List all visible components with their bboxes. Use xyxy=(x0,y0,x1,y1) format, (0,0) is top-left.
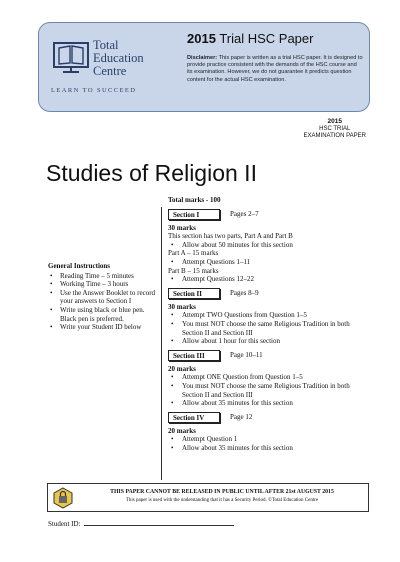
paper-title-year: 2015 xyxy=(187,31,216,46)
disclaimer-text: This paper is written as a trial HSC paper. It is designed to provide practice consistent with the demands of the HSC course and its examination. However, we do not guarantee it predicts question content for the actual HSC examination. xyxy=(187,55,363,83)
security-notice-text: This paper is used with the understanding that it has a Security Period. ©Total Education Centre xyxy=(125,498,319,503)
logo-line-2: Education xyxy=(93,51,144,65)
section-4-marks: 20 marks xyxy=(168,426,196,435)
logo-line-3: Centre xyxy=(93,64,127,78)
paper-title-text: Trial HSC Paper xyxy=(219,31,314,46)
student-id-field xyxy=(48,520,234,528)
security-notice-title: THIS PAPER CANNOT BE RELEASED IN PUBLIC UNTIL AFTER 21st AUGUST 2015 xyxy=(110,489,334,495)
section-3-bullet: • You must NOT choose the same Religious Tradition in both Section II and Section III xyxy=(168,382,368,399)
instruction-item: • Working Time – 3 hours xyxy=(48,280,160,289)
total-marks: Total marks - 100 xyxy=(168,196,221,204)
section-4-bullet: • Allow about 35 minutes for this section xyxy=(168,444,368,453)
exam-tag-year: 2015 xyxy=(327,118,342,125)
section-2-bullets xyxy=(168,311,368,345)
student-id-label: Student ID: xyxy=(48,520,81,528)
section-3-marks: 20 marks xyxy=(168,364,196,373)
disclaimer-label: Disclaimer: xyxy=(187,55,218,61)
section-2-marks: 30 marks xyxy=(168,302,196,311)
instruction-item: • Reading Time – 5 minutes xyxy=(48,272,160,281)
section-1-part-b: Part B – 15 marks xyxy=(168,266,219,275)
column-divider xyxy=(161,207,162,480)
section-1-part-a-bullet: • Attempt Questions 1–11 xyxy=(168,258,368,267)
book-monitor-icon xyxy=(53,41,89,75)
section-4-bullets xyxy=(168,435,368,452)
logo xyxy=(49,35,179,107)
instruction-item: • Write using black or blue pen. Black pen is preferred. xyxy=(48,306,160,323)
section-1-part-a: Part A – 15 marks xyxy=(168,249,219,258)
section-2-bullet: • You must NOT choose the same Religious Tradition in both Section II and Section III xyxy=(168,320,368,337)
section-2-header xyxy=(168,288,368,299)
logo-line-1: Total xyxy=(93,38,119,52)
section-2-pages: Pages 8–9 xyxy=(230,288,259,297)
section-2-bullet: • Allow about 1 hour for this section xyxy=(168,337,368,346)
section-4-header xyxy=(168,412,368,423)
section-3-bullet: • Attempt ONE Question from Question 1–5 xyxy=(168,373,368,382)
section-1-part-a-bullets xyxy=(168,258,368,267)
section-3-bullet: • Allow about 35 minutes for this section xyxy=(168,399,368,408)
general-instructions-heading: General Instructions xyxy=(48,262,111,270)
section-1-part-b-bullets xyxy=(168,275,368,284)
section-1-bullet: • Allow about 50 minutes for this section xyxy=(168,241,368,250)
subject-title: Studies of Religion II xyxy=(46,160,257,186)
section-1-intro: This section has two parts, Part A and Part B xyxy=(168,232,293,241)
header-panel xyxy=(38,22,370,112)
logo-name xyxy=(93,39,144,78)
logo-tagline: LEARN TO SUCCEED xyxy=(51,87,137,94)
section-4-bullet: • Attempt Question 1 xyxy=(168,435,368,444)
student-id-line[interactable] xyxy=(84,520,234,526)
instruction-item: • Use the Answer Booklet to record your answers to Section I xyxy=(48,289,160,306)
exam-tag-line-2: HSC TRIAL xyxy=(319,125,351,132)
section-3-label: Section III xyxy=(168,350,220,361)
section-1-pages: Pages 2–7 xyxy=(230,209,259,218)
section-4-label: Section IV xyxy=(168,412,220,423)
security-notice xyxy=(47,483,369,512)
sections-column xyxy=(168,196,368,452)
disclaimer xyxy=(187,55,363,84)
section-1-label: Section I xyxy=(168,209,220,220)
section-1-bullets xyxy=(168,241,368,250)
security-shield-icon xyxy=(52,487,74,509)
section-2-bullet: • Attempt TWO Questions from Question 1–5 xyxy=(168,311,368,320)
general-instructions xyxy=(48,262,160,332)
section-4-pages: Page 12 xyxy=(230,412,253,421)
section-1-header xyxy=(168,209,368,220)
section-1-marks: 30 marks xyxy=(168,223,196,232)
section-3-bullets xyxy=(168,373,368,407)
exam-tag-line-3: EXAMINATION PAPER xyxy=(303,133,366,139)
section-3-pages: Page 10–11 xyxy=(230,350,263,359)
section-2-label: Section II xyxy=(168,288,220,299)
paper-title xyxy=(187,31,313,46)
general-instructions-list xyxy=(48,272,160,332)
instruction-item: • Write your Student ID below xyxy=(48,323,160,332)
section-3-header xyxy=(168,350,368,361)
section-1-part-b-bullet: • Attempt Questions 12–22 xyxy=(168,275,368,284)
exam-tag xyxy=(304,118,366,141)
